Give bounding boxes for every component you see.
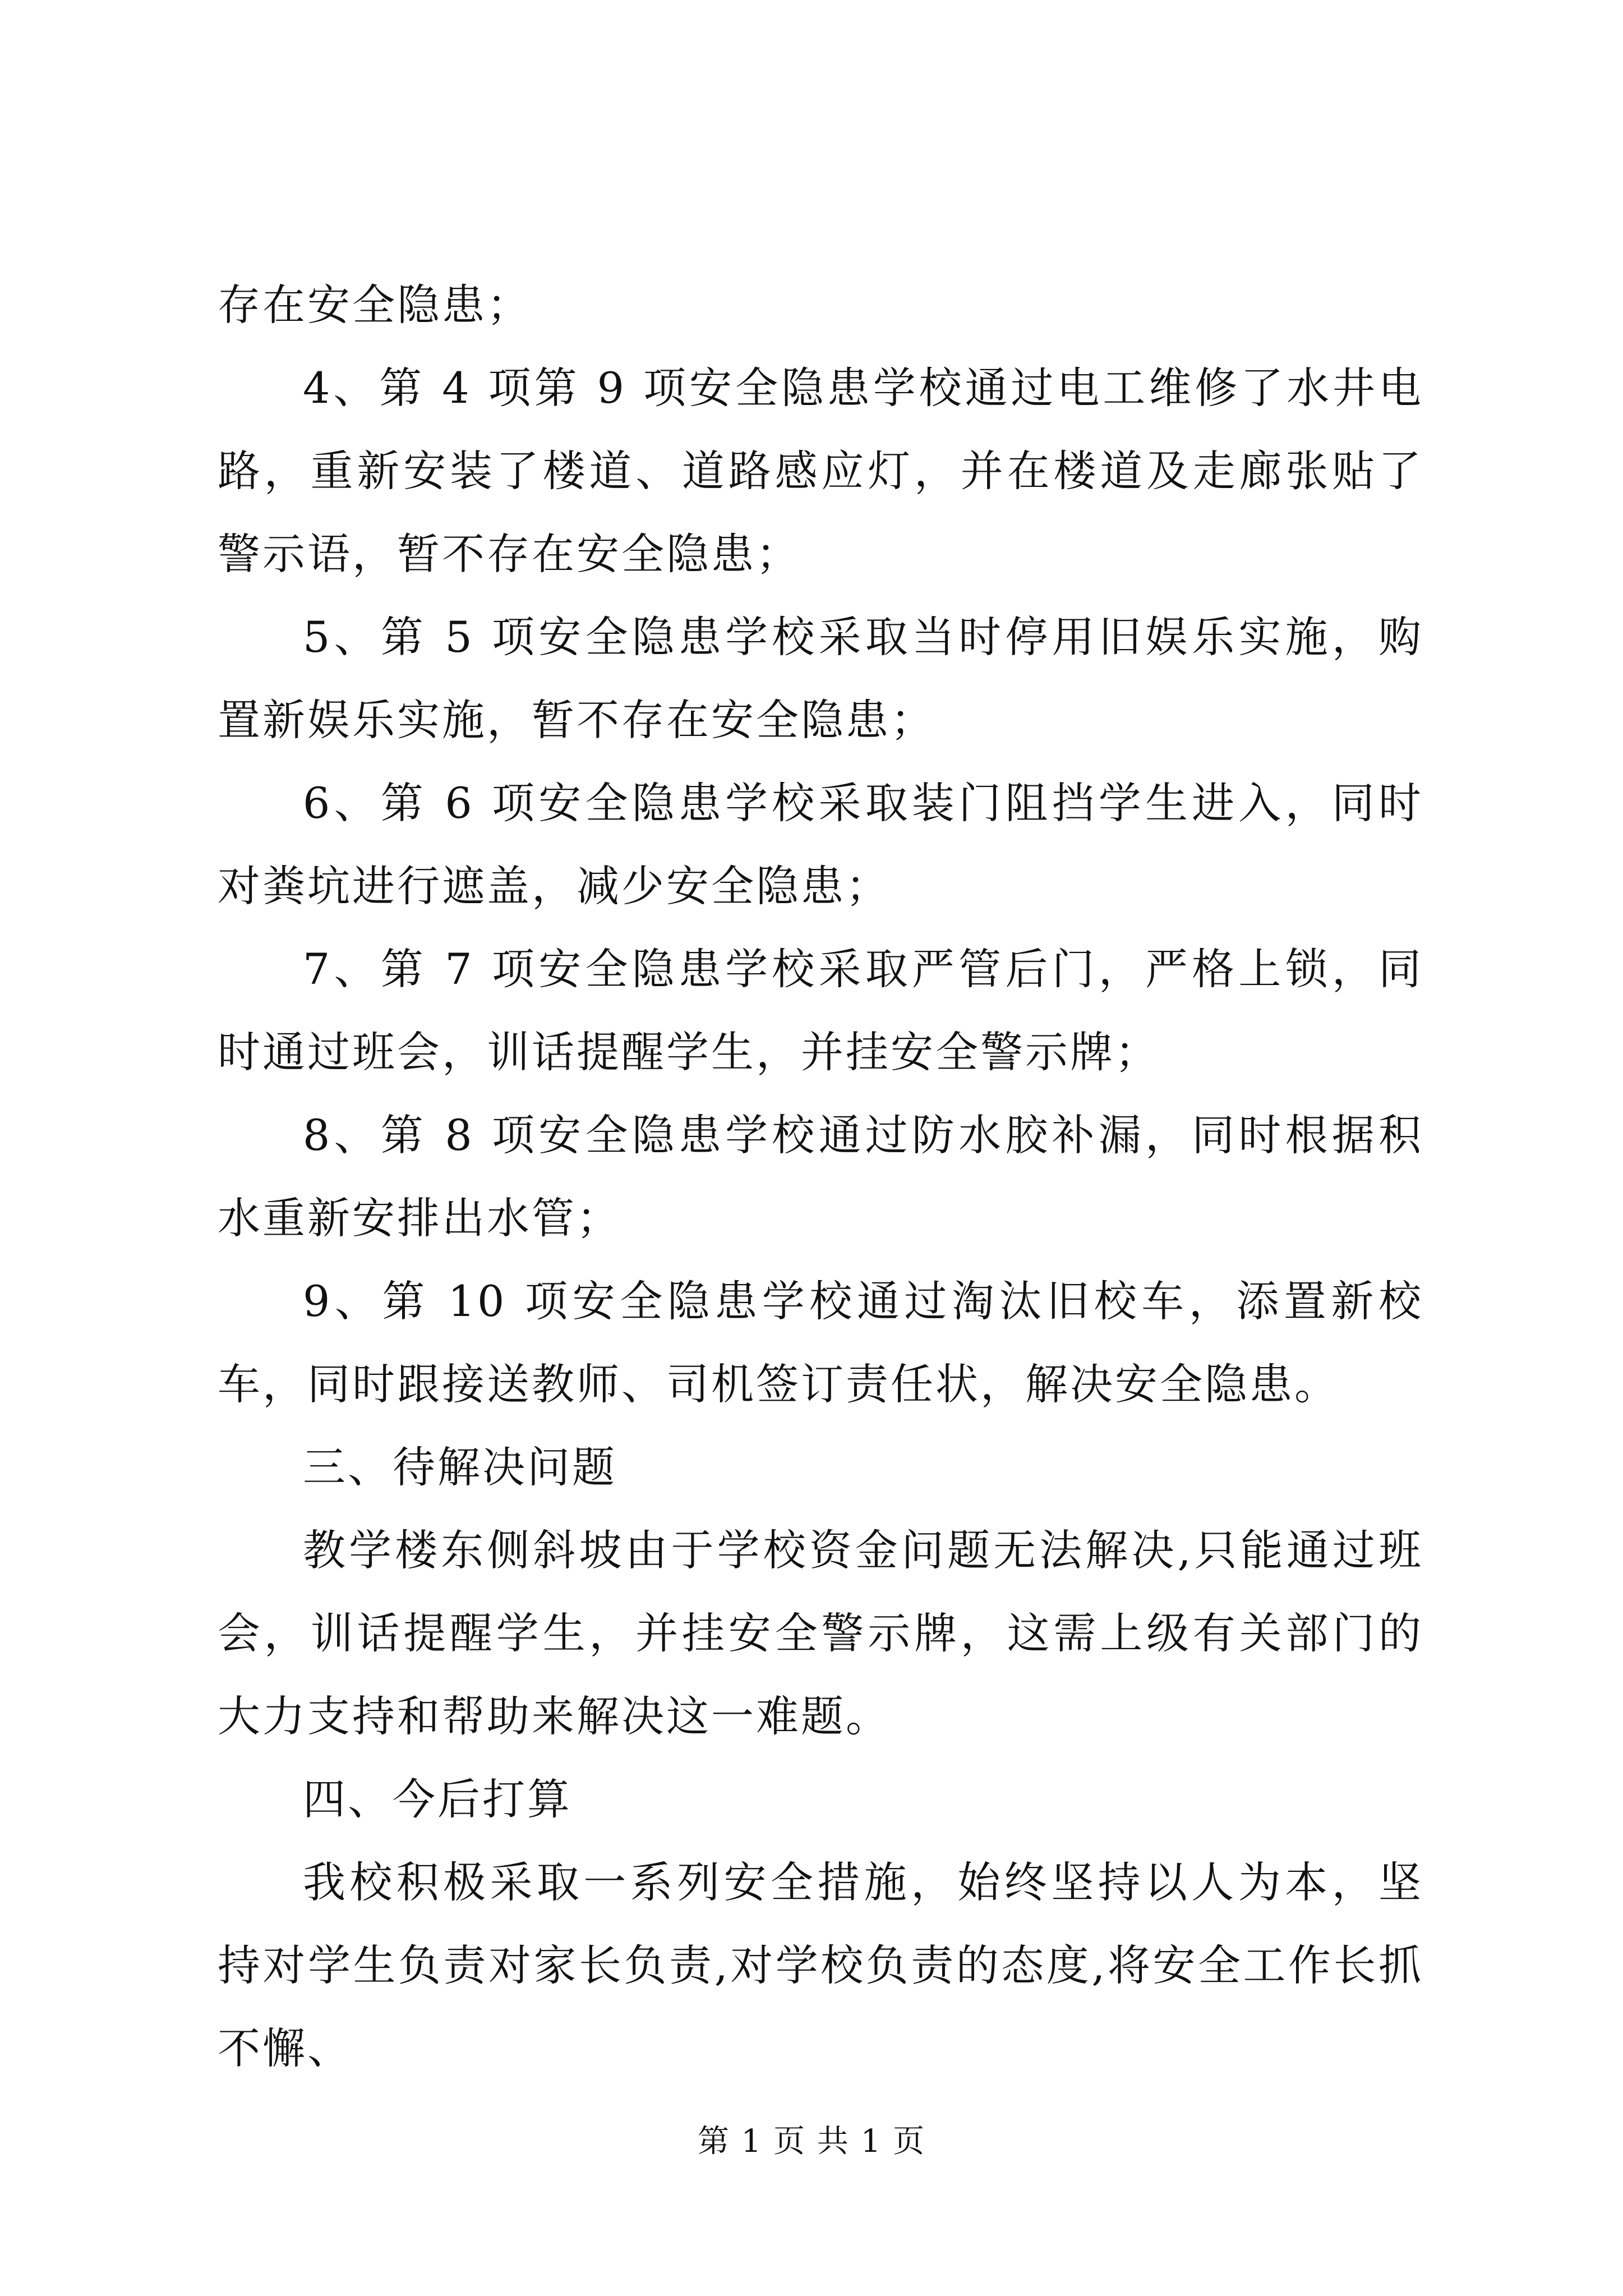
paragraph-future-plans: 我校积极采取一系列安全措施，始终坚持以人为本，坚持对学生负责对家长负责,对学校负责的态度,将安全工作长抓不懈、 bbox=[218, 1857, 1423, 2073]
paragraph-item-4: 4、第 4 项第 9 项安全隐患学校通过电工维修了水井电路，重新安装了楼道、道路感应灯，并在楼道及走廊张贴了警示语，暂不存在安全隐患； bbox=[218, 363, 1423, 579]
section-heading-future-plans: 四、今后打算 bbox=[303, 1774, 572, 1824]
paragraph-hazard-continuation: 存在安全隐患； bbox=[218, 280, 532, 330]
page-footer: 第 1 页 共 1 页 bbox=[697, 2123, 926, 2160]
paragraph-item-7: 7、第 7 项安全隐患学校采取严管后门，严格上锁，同时通过班会，训话提醒学生，并挂安全警示牌； bbox=[218, 944, 1423, 1077]
paragraph-pending-issues: 教学楼东侧斜坡由于学校资金问题无法解决,只能通过班会，训话提醒学生，并挂安全警示牌，这需上级有关部门的大力支持和帮助来解决这一难题。 bbox=[218, 1525, 1423, 1741]
paragraph-item-9: 9、第 10 项安全隐患学校通过淘汰旧校车，添置新校车，同时跟接送教师、司机签订责任状，解决安全隐患。 bbox=[218, 1276, 1423, 1409]
paragraph-item-8: 8、第 8 项安全隐患学校通过防水胶补漏，同时根据积水重新安排出水管； bbox=[218, 1110, 1423, 1243]
document-body bbox=[218, 264, 1423, 2090]
section-heading-pending-issues: 三、待解决问题 bbox=[303, 1442, 617, 1492]
paragraph-item-5: 5、第 5 项安全隐患学校采取当时停用旧娱乐实施，购置新娱乐实施，暂不存在安全隐患； bbox=[218, 612, 1423, 745]
paragraph-item-6: 6、第 6 项安全隐患学校采取装门阻挡学生进入，同时对粪坑进行遮盖，减少安全隐患； bbox=[218, 778, 1423, 911]
